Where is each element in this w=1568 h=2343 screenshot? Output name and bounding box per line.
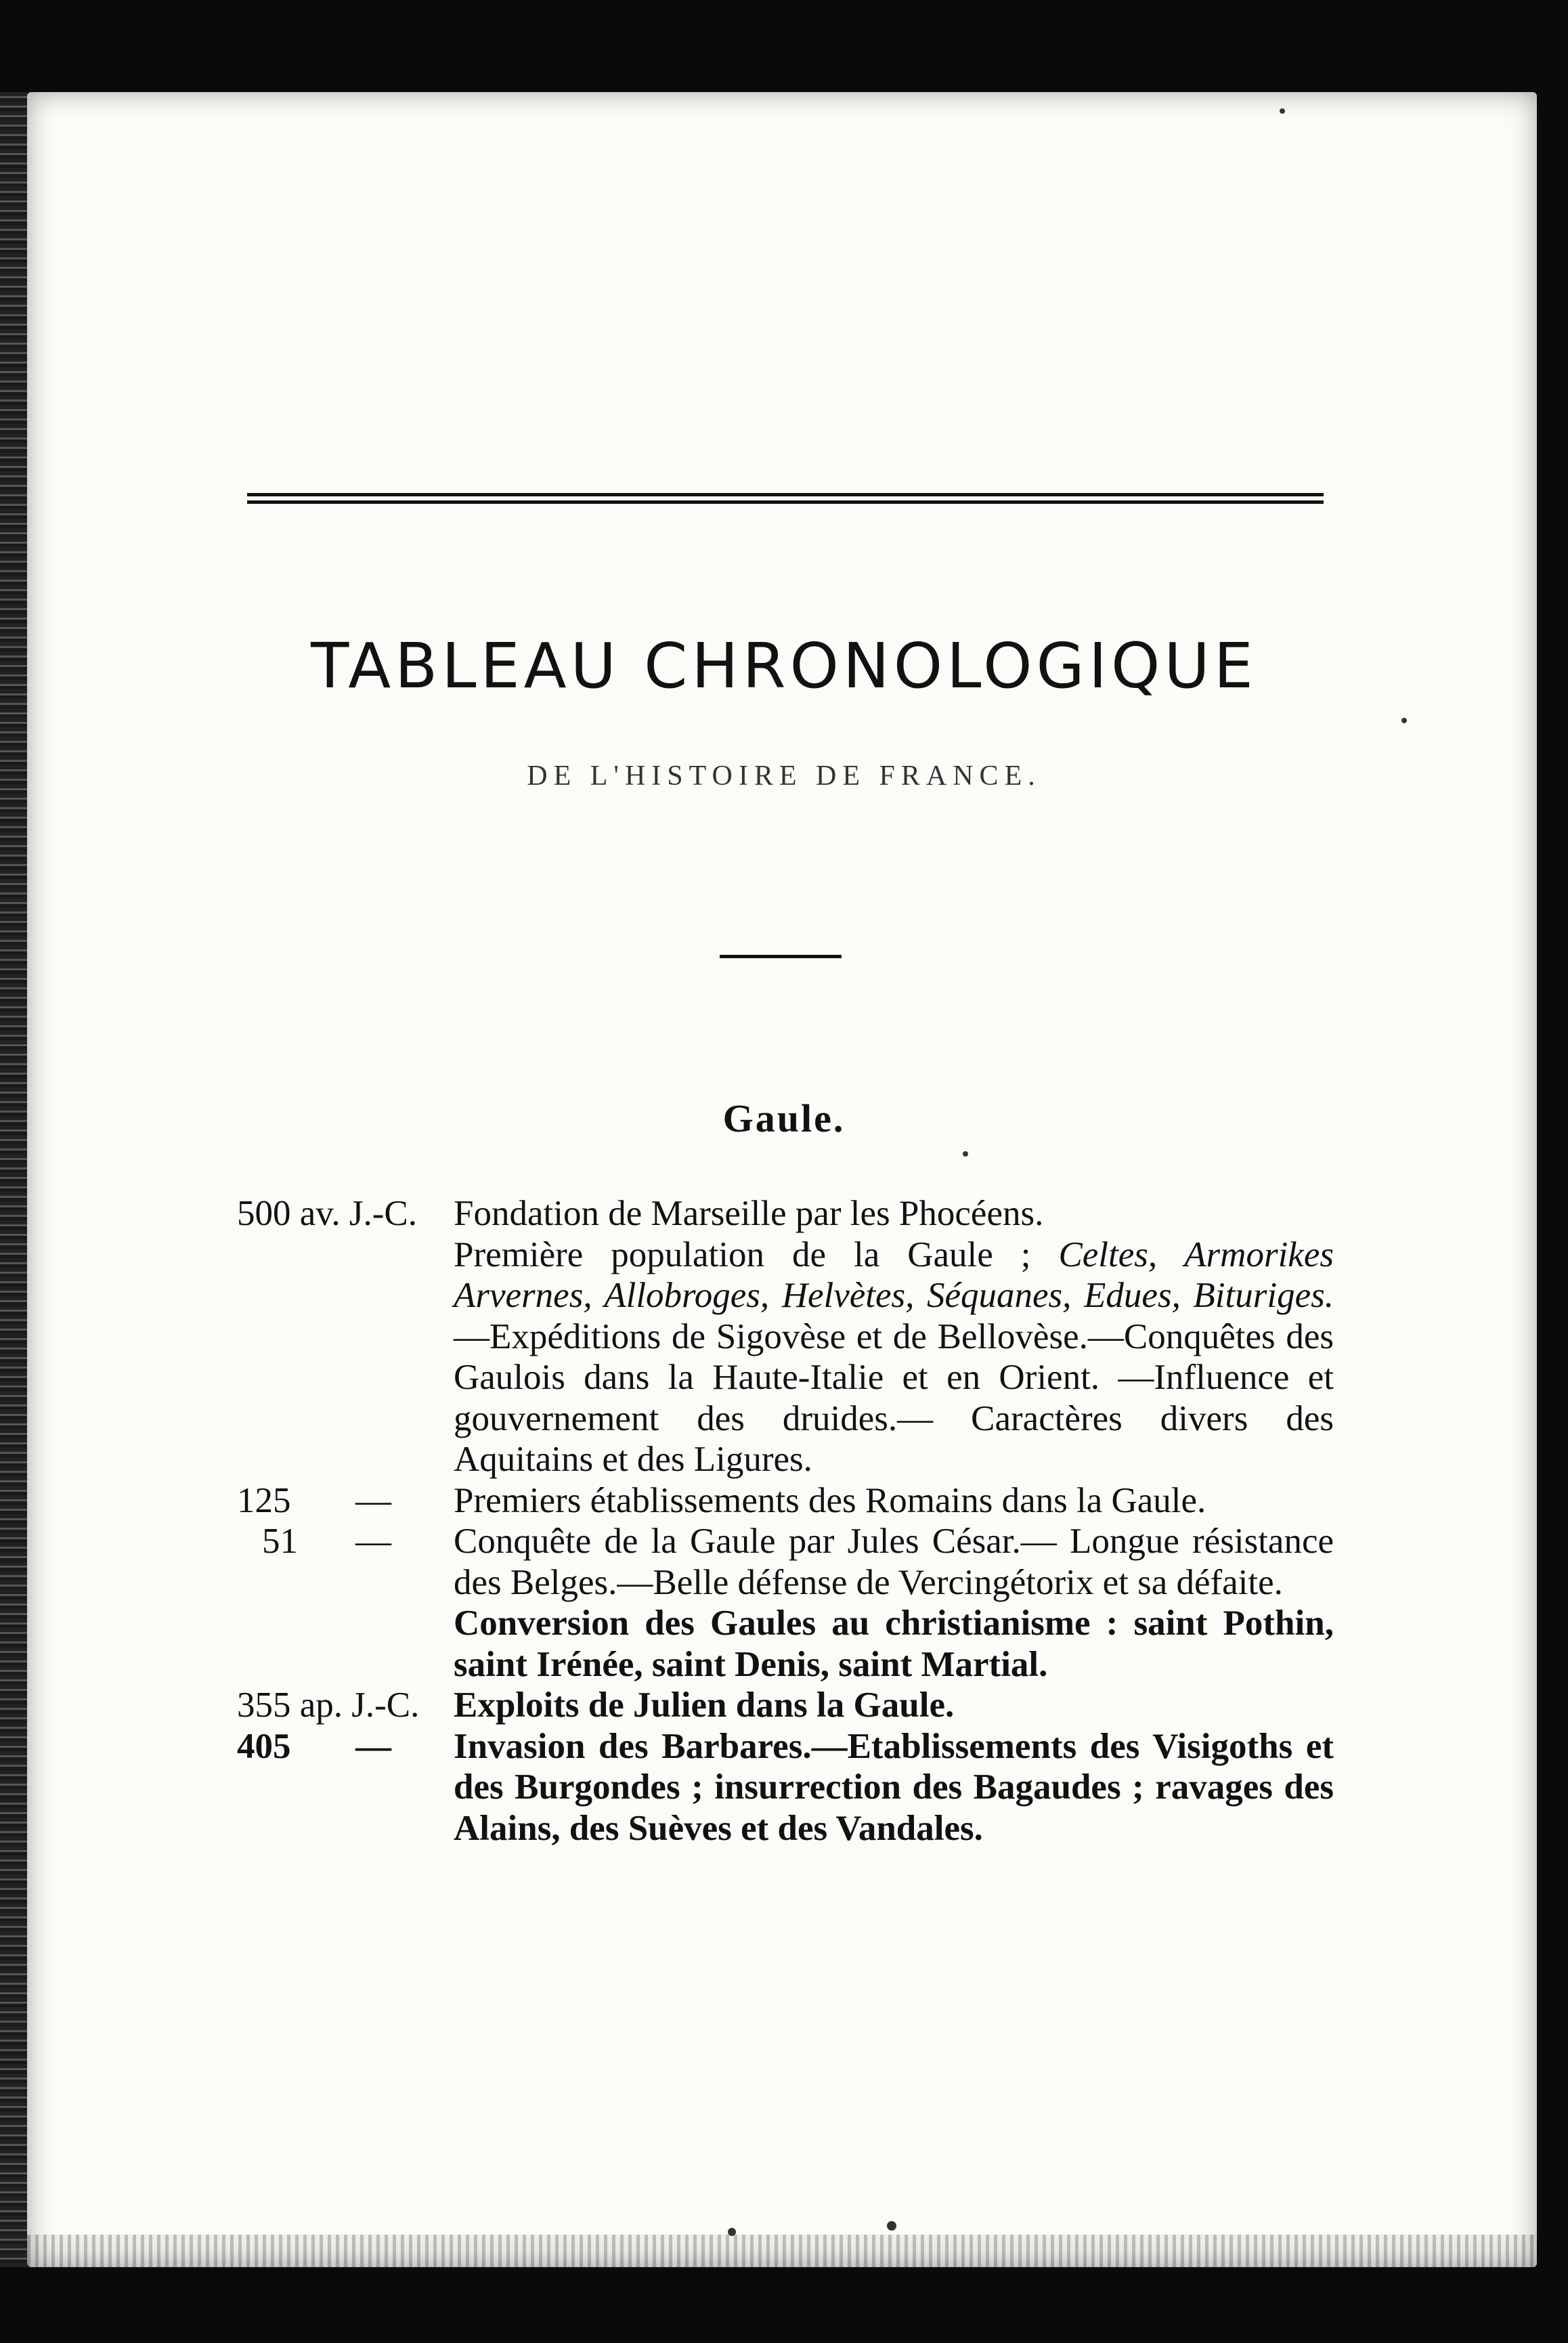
book-page	[27, 92, 1537, 2267]
entry-text: Fondation de Marseille par les Phocéens.	[454, 1194, 1044, 1233]
short-divider-rule	[720, 955, 842, 958]
entry-year: 405	[237, 1726, 291, 1766]
entry-text: Exploits de Julien dans la Gaule.	[454, 1685, 955, 1725]
scan-edge-left	[0, 92, 27, 2267]
entry-year: 51	[262, 1522, 298, 1561]
entry-text: Invasion des Barbares.—Etablissements des Visigoths et des Burgondes ; insurrection des Bagaudes ; ravages des Alains, des Suèves et des Vandales.	[454, 1726, 1334, 1848]
entry-text-part: Première population de la Gaule ;	[454, 1234, 1059, 1274]
entry-text-part: —Expéditions de Sigovèse et de Bellovèse.—Conquêtes des Gaulois dans la Haute-Italie et en Orient. —Influence et gouvernement des druides.— Caractères divers des Aquitains et des Ligures.	[454, 1316, 1334, 1479]
entry-date	[237, 1193, 447, 1234]
chronology-entry	[237, 1193, 1334, 1234]
ink-speck	[728, 2228, 736, 2236]
chronology-entry	[237, 1603, 1334, 1685]
entry-dash: —	[355, 1726, 391, 1766]
entry-dash: —	[355, 1480, 391, 1520]
ink-speck	[887, 2221, 896, 2231]
entry-text-italic-peoples: Celtes, Armorikes Arvernes, Allobroges, Helvètes, Séquanes, Edues, Bituriges.	[454, 1234, 1334, 1315]
entry-date	[237, 1726, 447, 1849]
entry-year: 355 ap. J.-C.	[237, 1685, 420, 1725]
ink-speck	[963, 1151, 968, 1157]
entry-text	[454, 1234, 1334, 1480]
entry-text: Conquête de la Gaule par Jules César.— Longue résistance des Belges.—Belle défense de Vercingétorix et sa défaite.	[454, 1522, 1334, 1602]
chronology-entry	[237, 1234, 1334, 1480]
entry-date	[237, 1521, 447, 1603]
top-double-rule	[247, 493, 1324, 504]
chronology-entry	[237, 1521, 1334, 1603]
ink-speck	[1280, 108, 1285, 114]
page-title: TABLEAU CHRONOLOGIQUE	[311, 630, 1257, 702]
entry-date	[237, 1685, 447, 1726]
chronology-entry	[237, 1685, 1334, 1726]
chronology-entry	[237, 1726, 1334, 1849]
entry-date	[237, 1480, 447, 1522]
entry-date	[237, 1603, 447, 1685]
ink-speck	[1401, 718, 1407, 723]
entry-text: Conversion des Gaules au christianisme : saint Pothin, saint Irénée, saint Denis, saint Martial.	[454, 1604, 1334, 1684]
entry-dash: —	[355, 1522, 391, 1561]
entry-text: Premiers établissements des Romains dans la Gaule.	[454, 1480, 1206, 1520]
entry-year: 125	[237, 1480, 291, 1520]
scan-edge-bottom	[27, 2235, 1537, 2267]
chronology-entry	[237, 1480, 1334, 1522]
section-heading: Gaule.	[722, 1096, 846, 1140]
page-subtitle: DE L'HISTOIRE DE FRANCE.	[527, 760, 1041, 792]
chronology-entries	[237, 1193, 1334, 1849]
entry-year: 500 av. J.-C.	[237, 1194, 417, 1233]
entry-date	[237, 1234, 447, 1480]
